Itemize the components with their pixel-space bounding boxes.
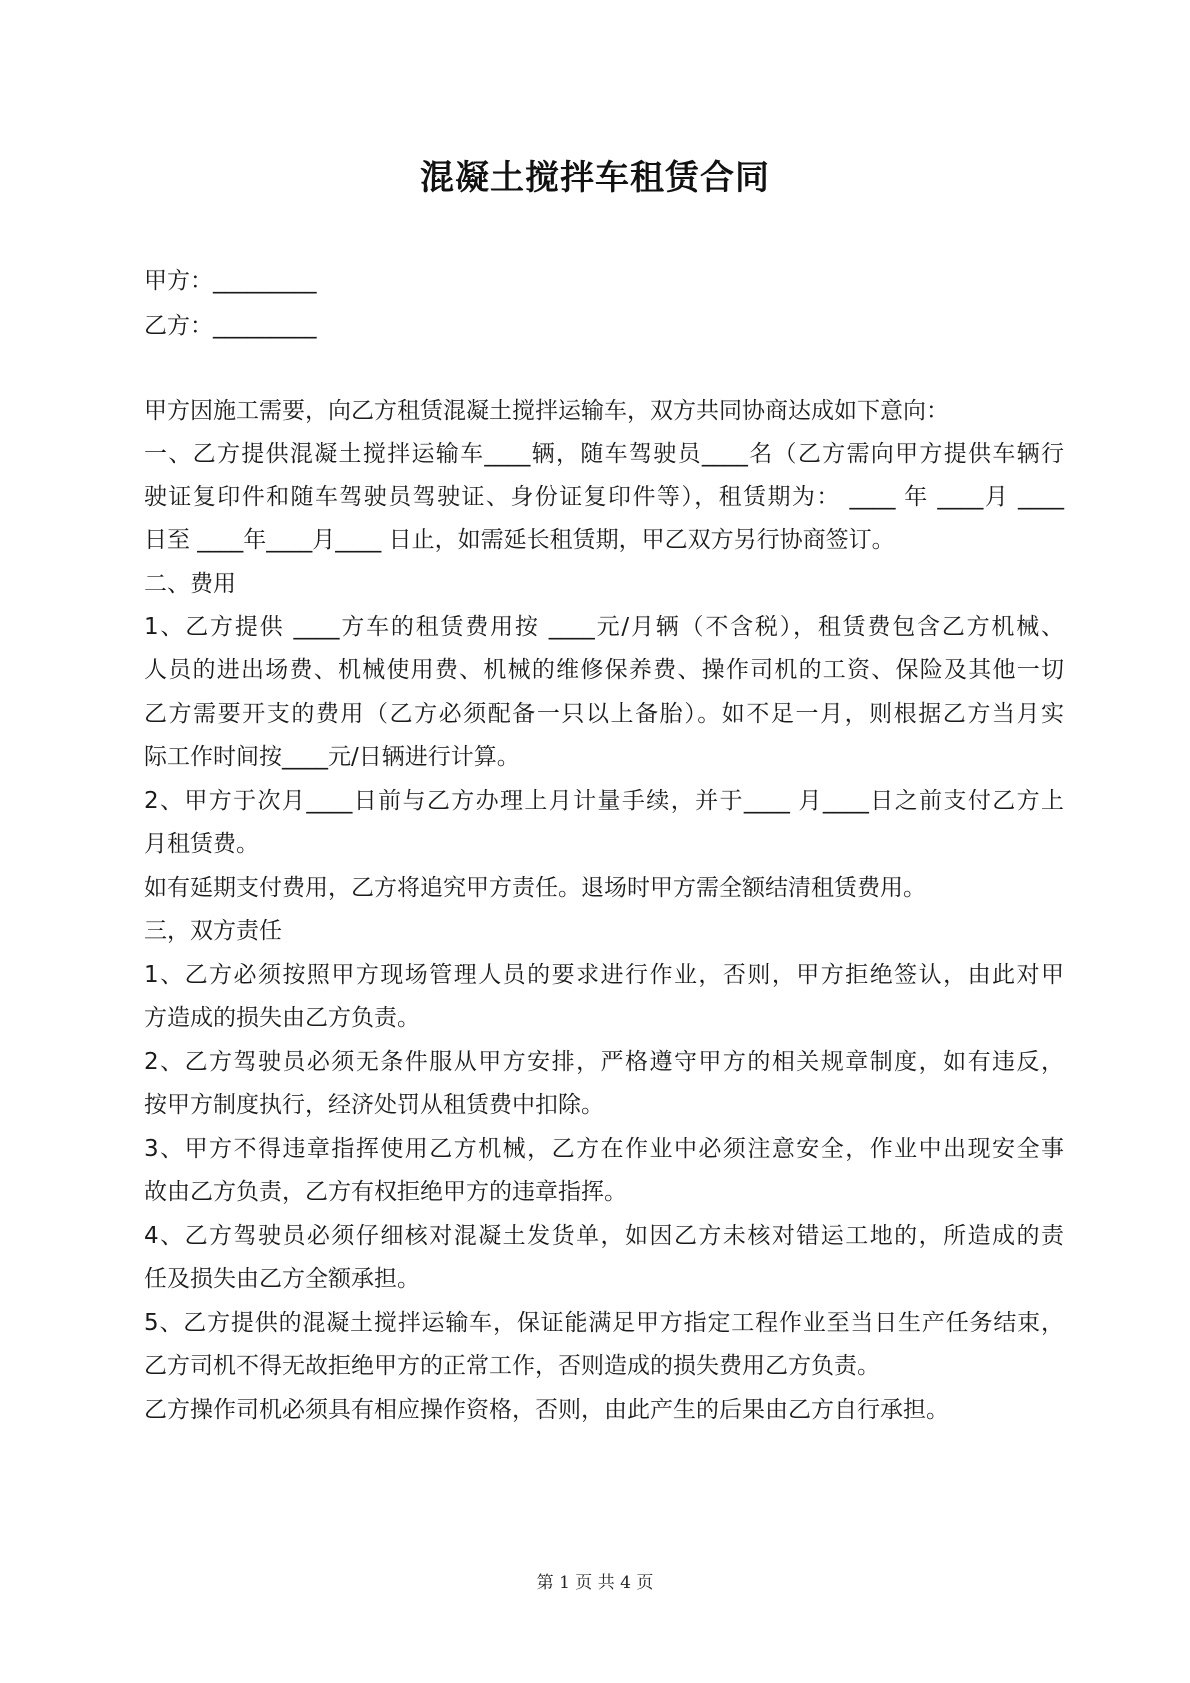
section-heading: 三，双方责任 bbox=[144, 918, 282, 944]
intro-line: 甲方因施工需要，向乙方租赁混凝土搅拌运输车，双方共同协商达成如下意向： bbox=[144, 398, 949, 424]
clause-line: 1、乙方必须按照甲方现场管理人员的要求进行作业，否则，甲方拒绝签认，由此对甲 bbox=[144, 962, 1064, 988]
clause-line: 任及损失由乙方全额承担。 bbox=[144, 1266, 420, 1292]
clause-line: 故由乙方负责，乙方有权拒绝甲方的违章指挥。 bbox=[144, 1179, 627, 1205]
clause-line: 乙方司机不得无故拒绝甲方的正常工作，否则造成的损失费用乙方负责。 bbox=[144, 1353, 880, 1379]
clause-line: 日至 ____年____月____ 日止，如需延长租赁期，甲乙双方另行协商签订。 bbox=[144, 527, 895, 553]
clause-line: 人员的进出场费、机械使用费、机械的维修保养费、操作司机的工资、保险及其他一切 bbox=[144, 657, 1064, 683]
clause-line: 2、甲方于次月____日前与乙方办理上月计量手续，并于____ 月____日之前支付乙方上 bbox=[144, 788, 1064, 814]
clause-line: 如有延期支付费用，乙方将追究甲方责任。退场时甲方需全额结清租赁费用。 bbox=[144, 875, 926, 901]
clause-line: 1、乙方提供 ____方车的租赁费用按 ____元/月辆（不含税），租赁费包含乙方机械、 bbox=[144, 614, 1064, 640]
section-heading: 二、费用 bbox=[144, 571, 236, 597]
clause-line: 按甲方制度执行，经济处罚从租赁费中扣除。 bbox=[144, 1092, 604, 1118]
page-number-footer: 第 1 页 共 4 页 bbox=[536, 1573, 654, 1593]
clause-line: 方造成的损失由乙方负责。 bbox=[144, 1005, 420, 1031]
party-b-line: 乙方：_________ bbox=[144, 313, 317, 339]
clause-line: 驶证复印件和随车驾驶员驾驶证、身份证复印件等），租赁期为： ____ 年 ____月 ____ bbox=[144, 484, 1064, 510]
clause-line: 月租赁费。 bbox=[144, 831, 259, 857]
clause-line: 一、乙方提供混凝土搅拌运输车____辆，随车驾驶员____名（乙方需向甲方提供车辆行 bbox=[144, 441, 1064, 467]
clause-line: 4、乙方驾驶员必须仔细核对混凝土发货单，如因乙方未核对错运工地的，所造成的责 bbox=[144, 1223, 1064, 1249]
clause-line: 2、乙方驾驶员必须无条件服从甲方安排，严格遵守甲方的相关规章制度，如有违反， bbox=[144, 1049, 1064, 1075]
clause-line: 乙方操作司机必须具有相应操作资格，否则，由此产生的后果由乙方自行承担。 bbox=[144, 1397, 949, 1423]
document-title: 混凝土搅拌车租赁合同 bbox=[420, 158, 770, 198]
clause-line: 际工作时间按____元/日辆进行计算。 bbox=[144, 744, 520, 770]
clause-line: 乙方需要开支的费用（乙方必须配备一只以上备胎）。如不足一月，则根据乙方当月实 bbox=[144, 701, 1064, 727]
clause-line: 5、乙方提供的混凝土搅拌运输车，保证能满足甲方指定工程作业至当日生产任务结束， bbox=[144, 1310, 1064, 1336]
clause-line: 3、甲方不得违章指挥使用乙方机械，乙方在作业中必须注意安全，作业中出现安全事 bbox=[144, 1136, 1064, 1162]
party-a-line: 甲方：_________ bbox=[144, 268, 317, 294]
